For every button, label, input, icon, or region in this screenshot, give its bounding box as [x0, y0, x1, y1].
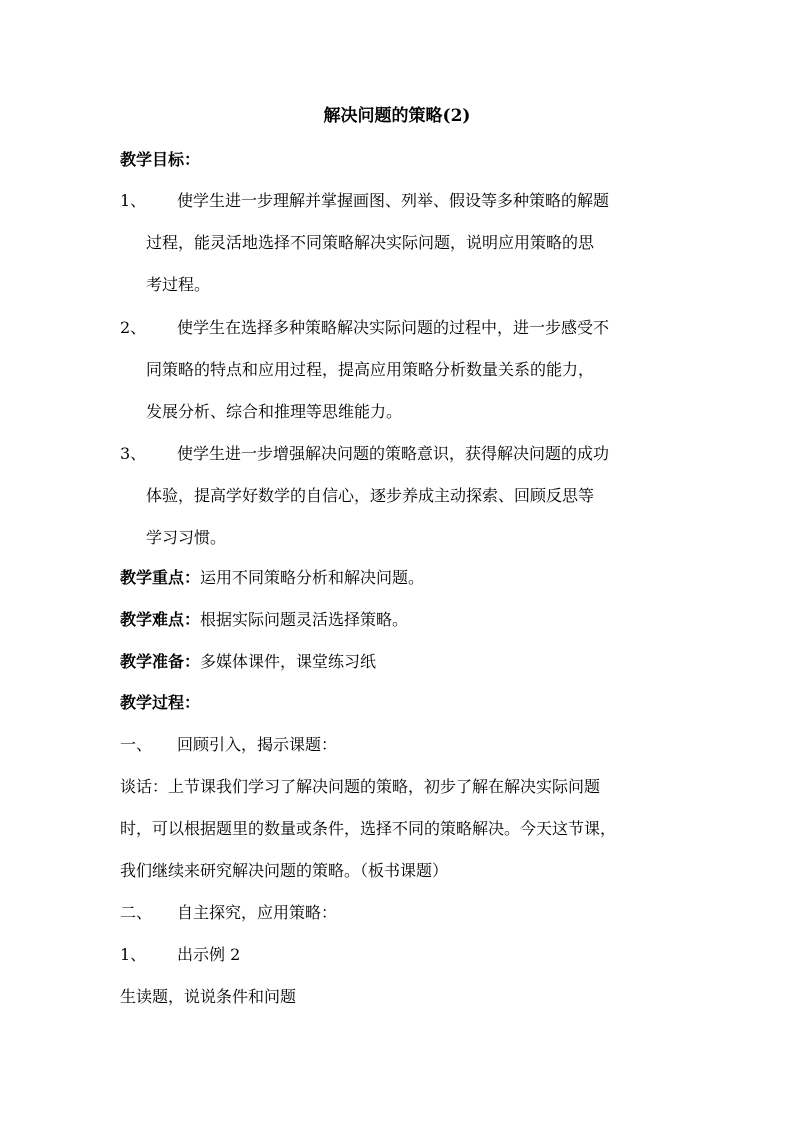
section-1-text: 回顾引入，揭示课题：	[177, 735, 338, 754]
talk-line-1: 谈话：上节课我们学习了解决问题的策略，初步了解在解决实际问题	[120, 777, 601, 796]
preparation-text: 多媒体课件，课堂练习纸	[200, 652, 377, 671]
key-point-text: 运用不同策略分析和解决问题。	[200, 568, 425, 587]
section-2-number: 二、	[120, 903, 153, 922]
difficulty-row	[120, 608, 408, 632]
objective-2-line-2: 同策略的特点和应用过程，提高应用策略分析数量关系的能力，	[146, 360, 595, 379]
objective-1-line-1: 使学生进一步理解并掌握画图、列举、假设等多种策略的解题	[177, 191, 610, 210]
preparation-row	[120, 650, 376, 674]
process-heading: 教学过程：	[120, 693, 201, 712]
preparation-label: 教学准备：	[120, 652, 201, 671]
talk-line-3: 我们继续来研究解决问题的策略。（板书课题）	[120, 861, 449, 880]
key-point-row	[120, 566, 424, 590]
objectives-heading: 教学目标：	[120, 150, 201, 169]
difficulty-label: 教学难点：	[120, 610, 201, 629]
objective-3-line-2: 体验，提高学好数学的自信心，逐步养成主动探索、回顾反思等	[146, 486, 595, 505]
read-problem-line: 生读题，说说条件和问题	[120, 987, 297, 1006]
document-title: 解决问题的策略(2)	[323, 106, 471, 126]
section-2-text: 自主探究，应用策略：	[177, 903, 338, 922]
objective-3-line-1: 使学生进一步增强解决问题的策略意识，获得解决问题的成功	[177, 444, 610, 463]
objective-3-line-3: 学习习惯。	[146, 528, 227, 547]
objective-1-line-2: 过程，能灵活地选择不同策略解决实际问题，说明应用策略的思	[146, 233, 595, 252]
section-1-number: 一、	[120, 735, 153, 754]
objective-2-line-3: 发展分析、综合和推理等思维能力。	[146, 402, 403, 421]
objective-2-number: 2、	[120, 318, 147, 337]
talk-line-2: 时，可以根据题里的数量或条件，选择不同的策略解决。今天这节课，	[120, 819, 617, 838]
objective-1-number: 1、	[120, 191, 147, 210]
objective-1-line-3: 考过程。	[146, 275, 211, 294]
step-1-number: 1、	[120, 945, 147, 964]
step-1-text: 出示例 2	[177, 945, 241, 964]
key-point-label: 教学重点：	[120, 568, 201, 587]
objective-3-number: 3、	[120, 444, 147, 463]
difficulty-text: 根据实际问题灵活选择策略。	[200, 610, 409, 629]
objective-2-line-1: 使学生在选择多种策略解决实际问题的过程中，进一步感受不	[177, 318, 610, 337]
